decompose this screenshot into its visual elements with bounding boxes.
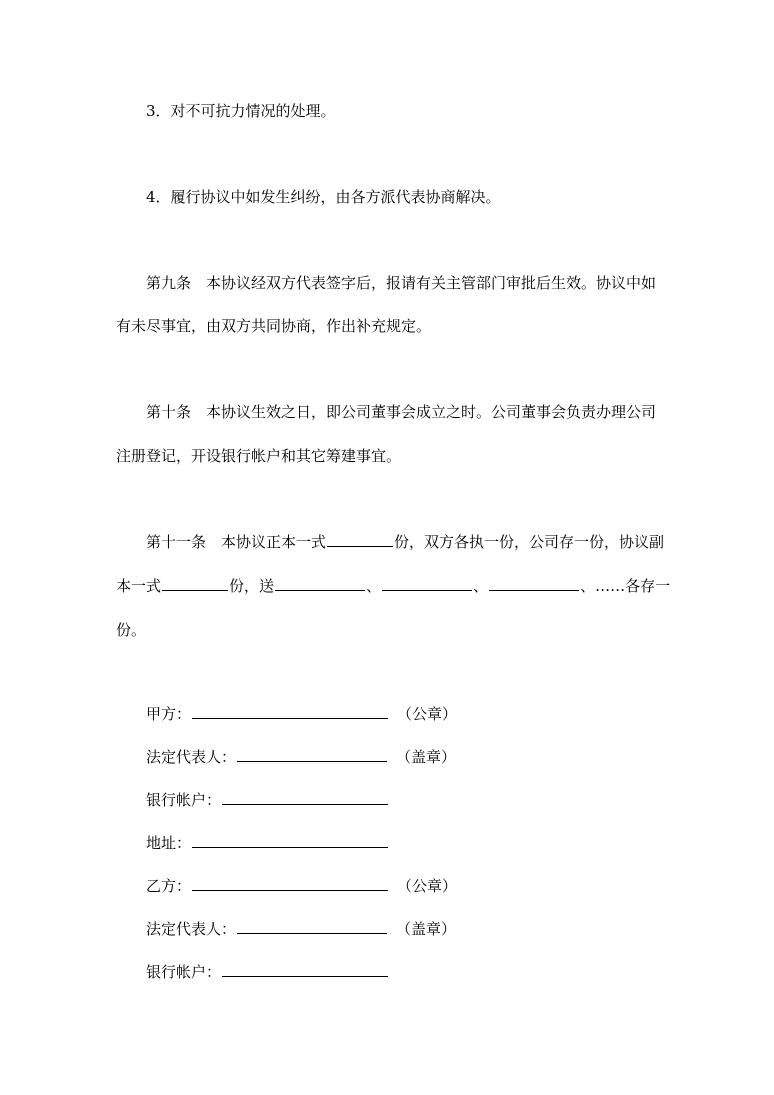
address-row: [146, 833, 389, 853]
article-9-line-2: 有未尽事宜，由双方共同协商，作出补充规定。: [116, 317, 432, 335]
separator-1: 、: [366, 577, 382, 595]
bank-a-row: [146, 790, 389, 810]
recipient-2-blank[interactable]: [382, 576, 472, 591]
address-field[interactable]: [192, 833, 388, 848]
article-11-line-3: 份。: [116, 621, 147, 639]
article-9-line-1: 第九条 本协议经双方代表签字后，报请有关主管部门审批后生效。协议中如: [146, 274, 657, 292]
bank-a-label: 银行帐户：: [146, 791, 222, 809]
bank-b-field[interactable]: [222, 962, 388, 977]
address-label: 地址：: [146, 834, 192, 852]
article-11-line-1: [146, 532, 664, 552]
legal-rep-b-field[interactable]: [237, 919, 387, 934]
clause-item-4: 4．履行协议中如发生纠纷，由各方派代表协商解决。: [146, 188, 501, 206]
party-b-row: [146, 876, 457, 896]
clause-item-3: 3．对不可抗力情况的处理。: [146, 102, 336, 120]
article-11-text-c: 本一式: [116, 577, 162, 595]
legal-rep-b-row: [146, 919, 456, 939]
article-10-line-2: 注册登记，开设银行帐户和其它筹建事宜。: [116, 447, 402, 465]
party-a-field[interactable]: [192, 704, 388, 719]
separator-2: 、: [473, 577, 489, 595]
copies-original-blank[interactable]: [327, 532, 393, 547]
copies-duplicate-blank[interactable]: [162, 576, 228, 591]
bank-b-label: 银行帐户：: [146, 963, 222, 981]
recipient-1-blank[interactable]: [275, 576, 365, 591]
article-11-line-2: [116, 576, 670, 596]
article-11-text-a: 第十一条 本协议正本一式: [146, 533, 327, 551]
bank-a-field[interactable]: [222, 790, 388, 805]
legal-rep-a-field[interactable]: [237, 747, 387, 762]
bank-b-row: [146, 962, 389, 982]
article-11-text-d: 份，送: [229, 577, 275, 595]
party-a-row: [146, 704, 457, 724]
article-10-line-1: 第十条 本协议生效之日，即公司董事会成立之时。公司董事会负责办理公司: [146, 403, 657, 421]
legal-rep-a-seal: （盖章）: [396, 748, 457, 766]
legal-rep-a-label: 法定代表人：: [146, 748, 237, 766]
party-a-label: 甲方：: [146, 705, 192, 723]
party-b-seal: （公章）: [397, 877, 458, 895]
article-11-text-b: 份，双方各执一份，公司存一份，协议副: [394, 533, 665, 551]
party-b-label: 乙方：: [146, 877, 192, 895]
party-b-field[interactable]: [192, 876, 388, 891]
party-a-seal: （公章）: [397, 705, 458, 723]
recipient-3-blank[interactable]: [489, 576, 579, 591]
legal-rep-b-seal: （盖章）: [396, 920, 457, 938]
article-11-text-e: 、……各存一: [580, 577, 671, 595]
legal-rep-b-label: 法定代表人：: [146, 920, 237, 938]
legal-rep-a-row: [146, 747, 456, 767]
